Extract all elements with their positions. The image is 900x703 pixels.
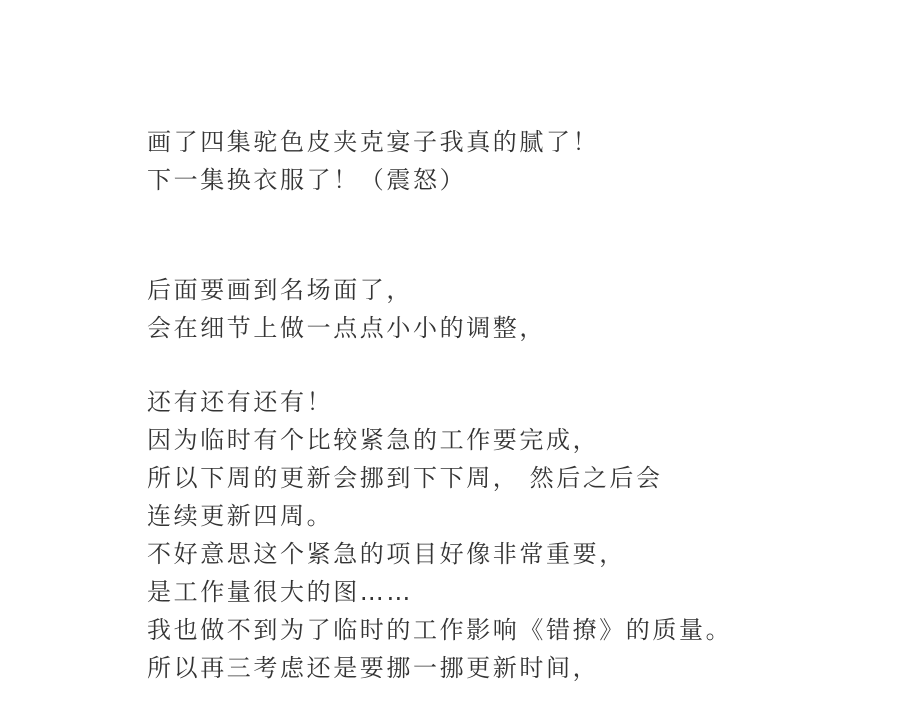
- paragraph-3: [147, 383, 867, 687]
- text-line: 我也做不到为了临时的工作影响《错撩》的质量。: [147, 616, 733, 644]
- paragraph-spacer: [147, 347, 867, 383]
- paragraph-1: [147, 123, 867, 199]
- text-line: 所以下周的更新会挪到下下周， 然后之后会: [147, 464, 663, 492]
- text-line: 后面要画到名场面了，: [147, 276, 413, 304]
- text-line: 会在细节上做一点点小小的调整，: [147, 314, 546, 342]
- text-line: 因为临时有个比较紧急的工作要完成，: [147, 426, 600, 454]
- text-line: 下一集换衣服了！（震怒）: [147, 166, 467, 194]
- text-line: 所以再三考虑还是要挪一挪更新时间，: [147, 654, 600, 682]
- text-line: 还有还有还有！: [147, 388, 334, 416]
- announcement-text: [147, 123, 867, 687]
- paragraph-2: [147, 271, 867, 347]
- text-line: 是工作量很大的图……: [147, 578, 413, 606]
- paragraph-spacer: [147, 199, 867, 271]
- text-line: 不好意思这个紧急的项目好像非常重要，: [147, 540, 626, 568]
- text-line: 连续更新四周。: [147, 502, 334, 530]
- text-line: 画了四集驼色皮夹克宴子我真的腻了！: [147, 128, 600, 156]
